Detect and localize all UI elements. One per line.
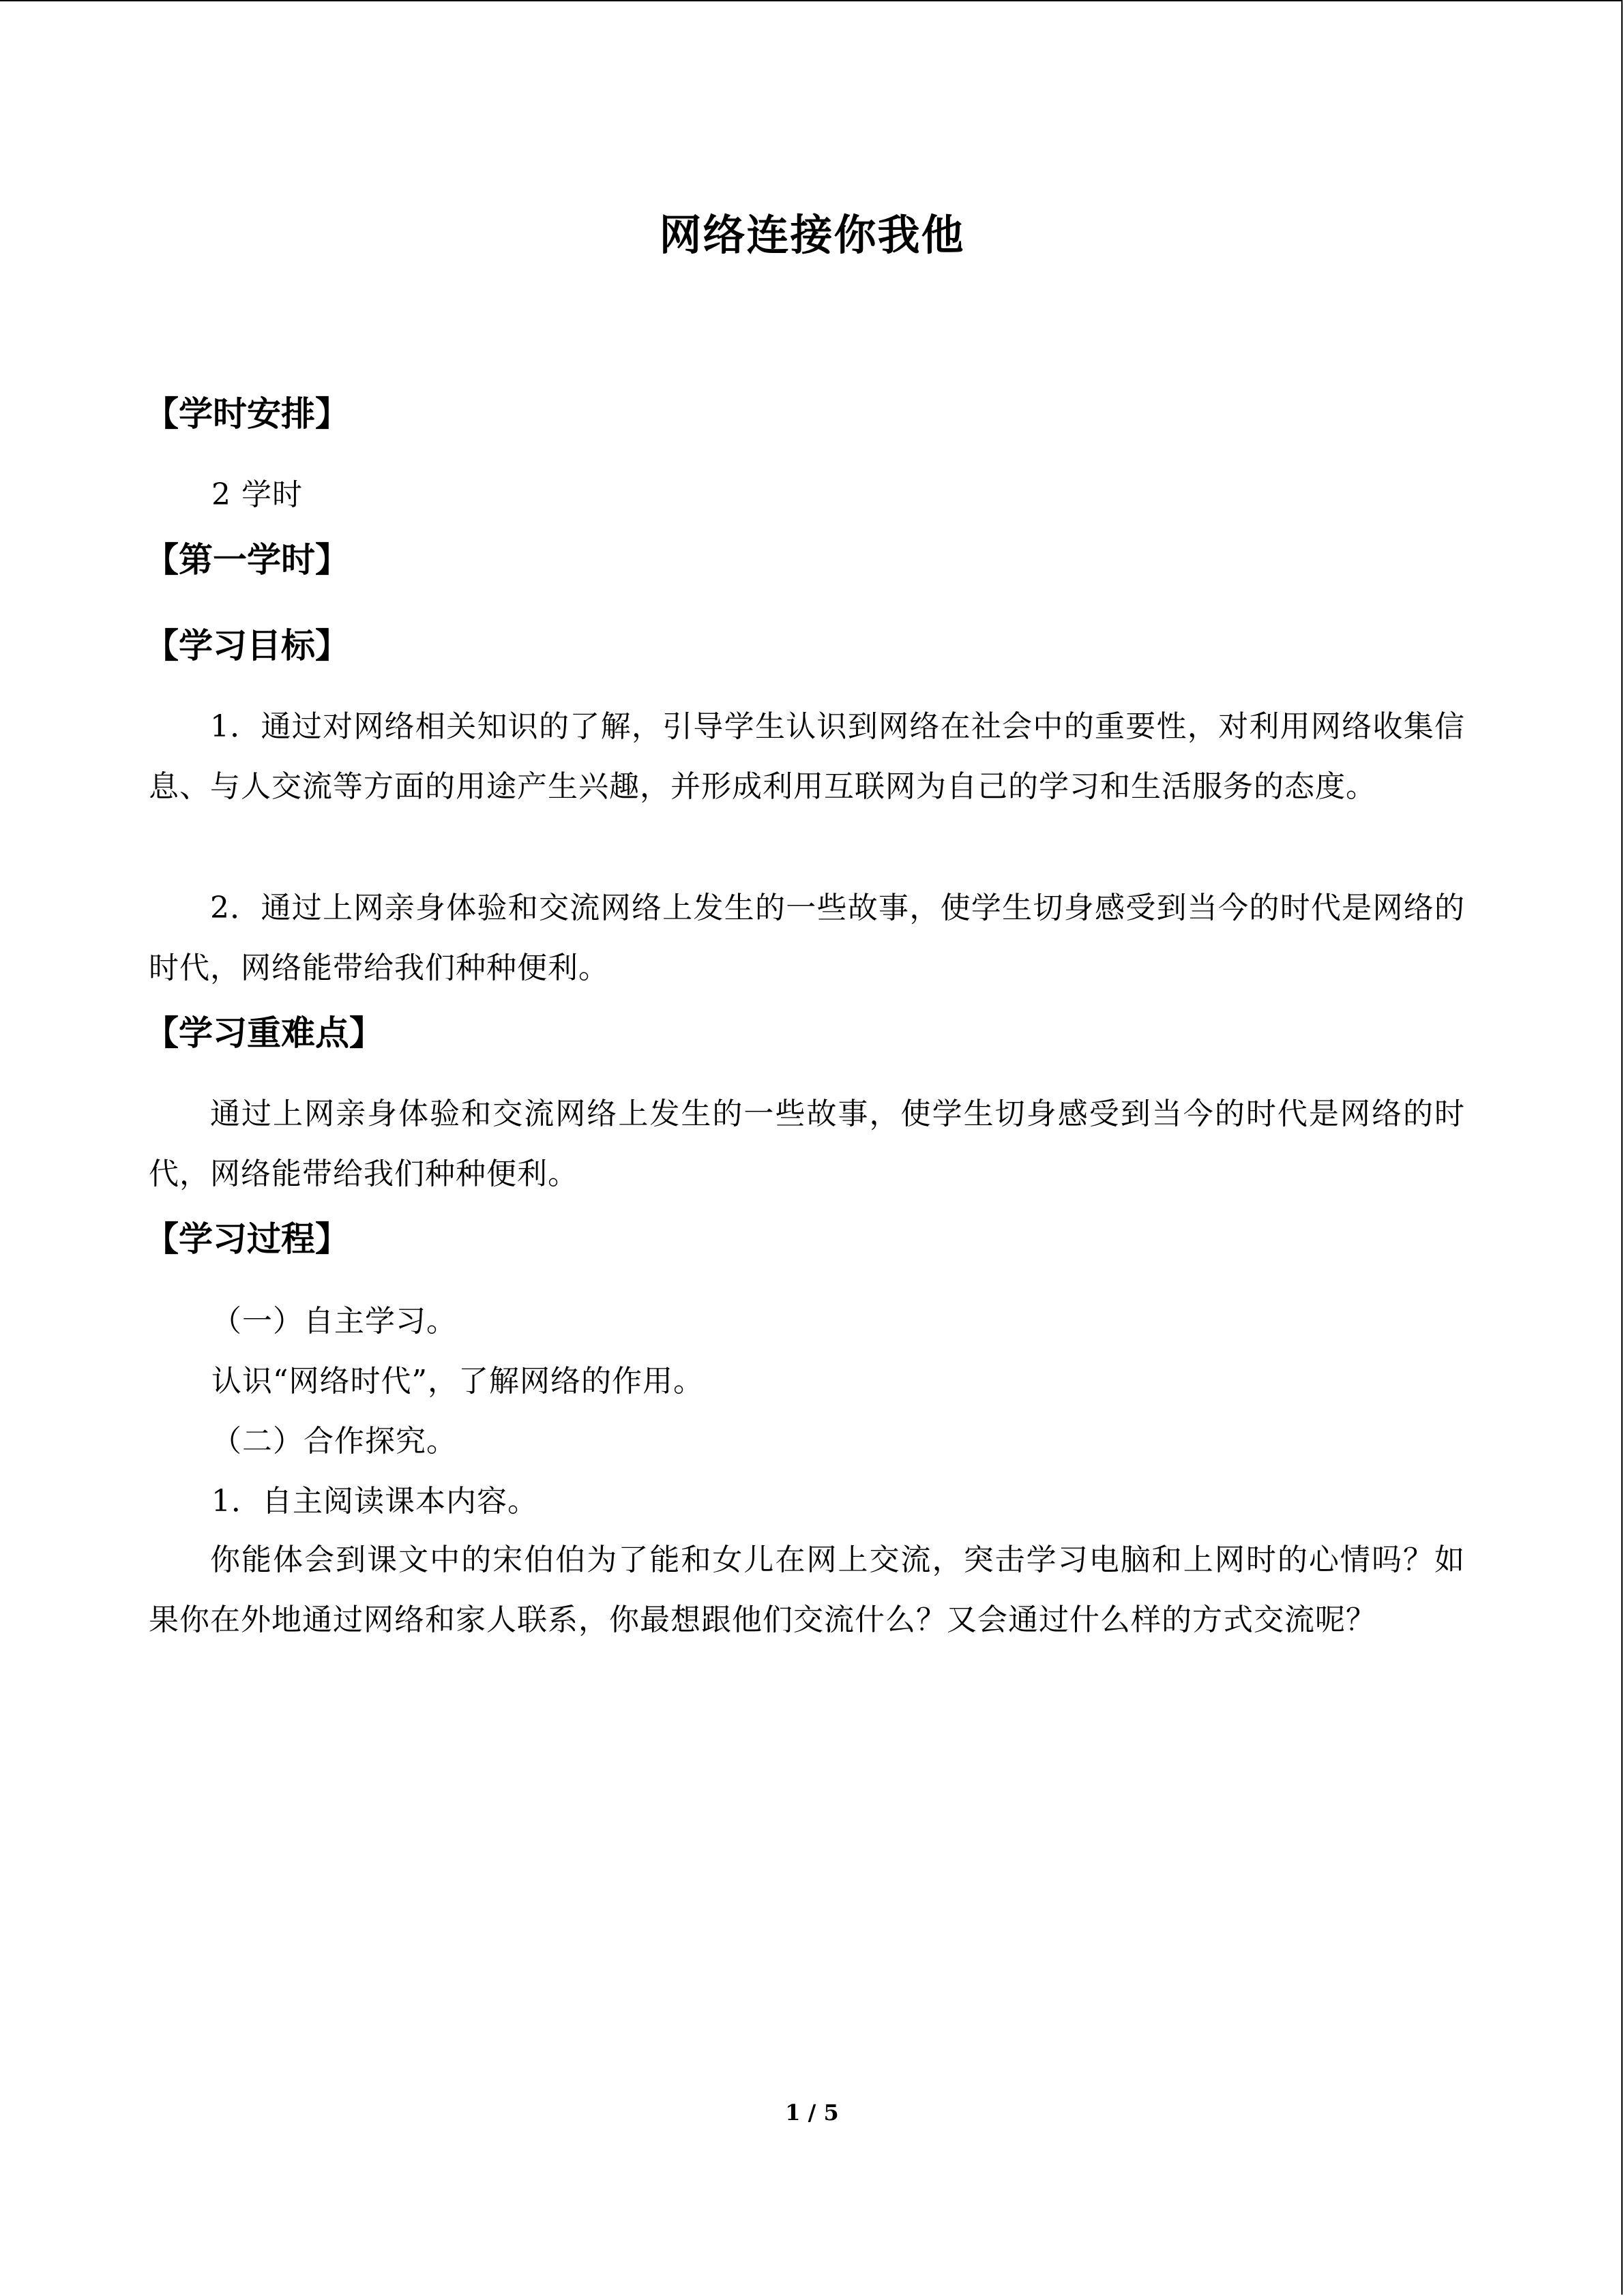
process-step-2-question: 你能体会到课文中的宋伯伯为了能和女儿在网上交流，突击学习电脑和上网时的心情吗？如果你在外地通过网络和家人联系，你最想跟他们交流什么？又会通过什么样的方式交流呢？ bbox=[149, 1542, 1465, 1637]
process-step-1: （一）自主学习。 bbox=[211, 1304, 457, 1339]
schedule-value: 2 学时 bbox=[211, 477, 303, 512]
heading-first-session: 【第一学时】 bbox=[145, 539, 349, 580]
heading-schedule: 【学时安排】 bbox=[145, 393, 349, 434]
objective-1: 1．通过对网络相关知识的了解，引导学生认识到网络在社会中的重要性，对利用网络收集信息、与人交流等方面的用途产生兴趣，并形成利用互联网为自己的学习和生活服务的态度。 bbox=[149, 709, 1465, 804]
key-points-text: 通过上网亲身体验和交流网络上发生的一些故事，使学生切身感受到当今的时代是网络的时代，网络能带给我们种种便利。 bbox=[149, 1097, 1465, 1191]
heading-process: 【学习过程】 bbox=[145, 1219, 349, 1259]
page-number: 1 / 5 bbox=[785, 2100, 839, 2126]
process-step-2-item-1: 1．自主阅读课本内容。 bbox=[211, 1484, 538, 1519]
heading-key-points: 【学习重难点】 bbox=[145, 1013, 383, 1053]
process-step-2: （二）合作探究。 bbox=[211, 1424, 457, 1459]
heading-objectives: 【学习目标】 bbox=[145, 625, 349, 666]
objective-2: 2．通过上网亲身体验和交流网络上发生的一些故事，使学生切身感受到当今的时代是网络的时代，网络能带给我们种种便利。 bbox=[149, 891, 1465, 985]
process-step-1-text: 认识“网络时代”，了解网络的作用。 bbox=[211, 1364, 704, 1399]
document-title: 网络连接你我他 bbox=[659, 210, 965, 260]
